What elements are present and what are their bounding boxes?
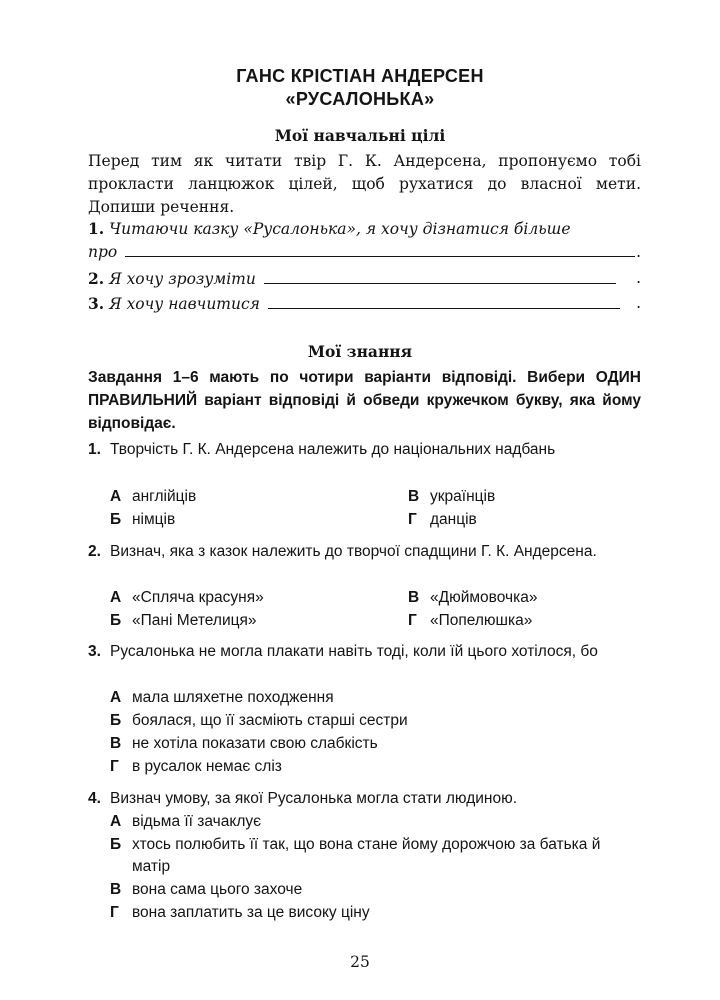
option-text: вона сама цього захоче [132, 881, 303, 898]
option-text: відьма її зачаклує [132, 813, 262, 830]
option-letter[interactable]: А [110, 488, 122, 505]
question-1 [88, 438, 641, 461]
option-a[interactable] [110, 811, 261, 833]
option-text: не хотіла показати свою слабкість [132, 735, 378, 752]
option-text: «Дюймовочка» [430, 589, 538, 606]
option-text: «Попелюшка» [430, 612, 533, 629]
option-b[interactable] [110, 834, 640, 878]
question-text: Творчість Г. К. Андерсена належить до національних надбань [110, 441, 556, 458]
goal-2-line [88, 269, 641, 292]
question-number: 3. [88, 643, 101, 660]
goal-3-line [88, 294, 641, 317]
option-b[interactable] [110, 710, 408, 732]
goal-number: 3. [88, 294, 105, 313]
option-a[interactable] [110, 587, 264, 609]
option-text: хтось полюбить її так, що вона стане йому дорожчою за батька й матір [132, 836, 601, 875]
question-number: 1. [88, 441, 101, 458]
option-letter[interactable]: Г [408, 511, 417, 528]
author-title: ГАНС КРІСТІАН АНДЕРСЕН [236, 66, 484, 86]
question-2 [88, 540, 641, 563]
option-v[interactable] [110, 879, 302, 901]
goals-intro: Перед тим як читати твір Г. К. Андерсена, пропонуємо тобі прокласти ланцюжок цілей, щоб рухатися до власної мети. Допиши речення. [88, 152, 641, 216]
option-text: «Пані Метелиця» [132, 612, 257, 629]
question-text: Визнач, яка з казок належить до творчої спадщини Г. К. Андерсена. [110, 543, 597, 560]
period: . [636, 269, 641, 287]
answer-blank-3[interactable] [268, 307, 620, 309]
page-number: 25 [350, 953, 370, 971]
option-g[interactable] [408, 509, 477, 531]
task-instruction: Завдання 1–6 мають по чотири варіанти відповіді. Вибери ОДИН ПРАВИЛЬНИЙ варіант відповіді й обведи кружечком букву, яка йому відповідає. [88, 369, 641, 432]
option-letter[interactable]: В [110, 735, 122, 752]
option-g[interactable] [110, 902, 370, 924]
goal-3-text: Я хочу навчитися [109, 295, 260, 313]
goal-1-line-1 [88, 219, 641, 242]
question-number: 2. [88, 543, 101, 560]
option-a[interactable] [110, 486, 196, 508]
question-3 [88, 640, 641, 663]
goal-1-text-cont: про [88, 243, 118, 261]
option-text: в русалок немає сліз [132, 758, 282, 775]
option-letter[interactable]: Б [110, 511, 122, 528]
option-letter[interactable]: А [110, 589, 122, 606]
option-g[interactable] [408, 610, 532, 632]
option-letter[interactable]: Б [110, 836, 122, 853]
option-text: німців [132, 511, 176, 528]
goal-number: 1. [88, 219, 105, 238]
option-text: вона заплатить за це високу ціну [132, 904, 370, 921]
option-text: українців [430, 488, 496, 505]
option-letter[interactable]: Г [408, 612, 417, 629]
option-text: данців [430, 511, 477, 528]
goals-heading: Мої навчальні цілі [274, 126, 446, 145]
question-text: Русалонька не могла плакати навіть тоді, коли їй цього хотілося, бо [110, 643, 598, 660]
option-letter[interactable]: Г [110, 758, 119, 775]
option-letter[interactable]: А [110, 689, 122, 706]
option-a[interactable] [110, 687, 334, 709]
period: . [636, 243, 641, 261]
option-letter[interactable]: А [110, 813, 122, 830]
period: . [636, 294, 641, 312]
option-text: боялася, що її засміють старші сестри [132, 712, 408, 729]
option-v[interactable] [408, 486, 495, 508]
option-text: англійців [132, 488, 197, 505]
option-letter[interactable]: В [408, 589, 420, 606]
option-letter[interactable]: В [408, 488, 420, 505]
option-v[interactable] [110, 733, 378, 755]
answer-blank-2[interactable] [264, 282, 616, 284]
question-4 [88, 787, 641, 810]
goal-number: 2. [88, 269, 105, 288]
work-title: «РУСАЛОНЬКА» [285, 89, 435, 109]
option-text: «Спляча красуня» [132, 589, 264, 606]
answer-blank-1[interactable] [125, 255, 635, 257]
option-b[interactable] [110, 610, 257, 632]
option-letter[interactable]: Г [110, 904, 119, 921]
option-letter[interactable]: Б [110, 612, 122, 629]
goal-1-line-2 [88, 243, 641, 266]
goal-2-text: Я хочу зрозуміти [109, 270, 256, 288]
question-text: Визнач умову, за якої Русалонька могла стати людиною. [110, 790, 518, 807]
knowledge-heading: Мої знання [307, 342, 413, 361]
option-b[interactable] [110, 509, 175, 531]
option-g[interactable] [110, 756, 282, 778]
option-letter[interactable]: В [110, 881, 122, 898]
option-v[interactable] [408, 587, 537, 609]
question-number: 4. [88, 790, 101, 807]
option-text: мала шляхетне походження [132, 689, 334, 706]
goal-1-text: Читаючи казку «Русалонька», я хочу дізнатися більше [109, 220, 571, 238]
option-letter[interactable]: Б [110, 712, 122, 729]
